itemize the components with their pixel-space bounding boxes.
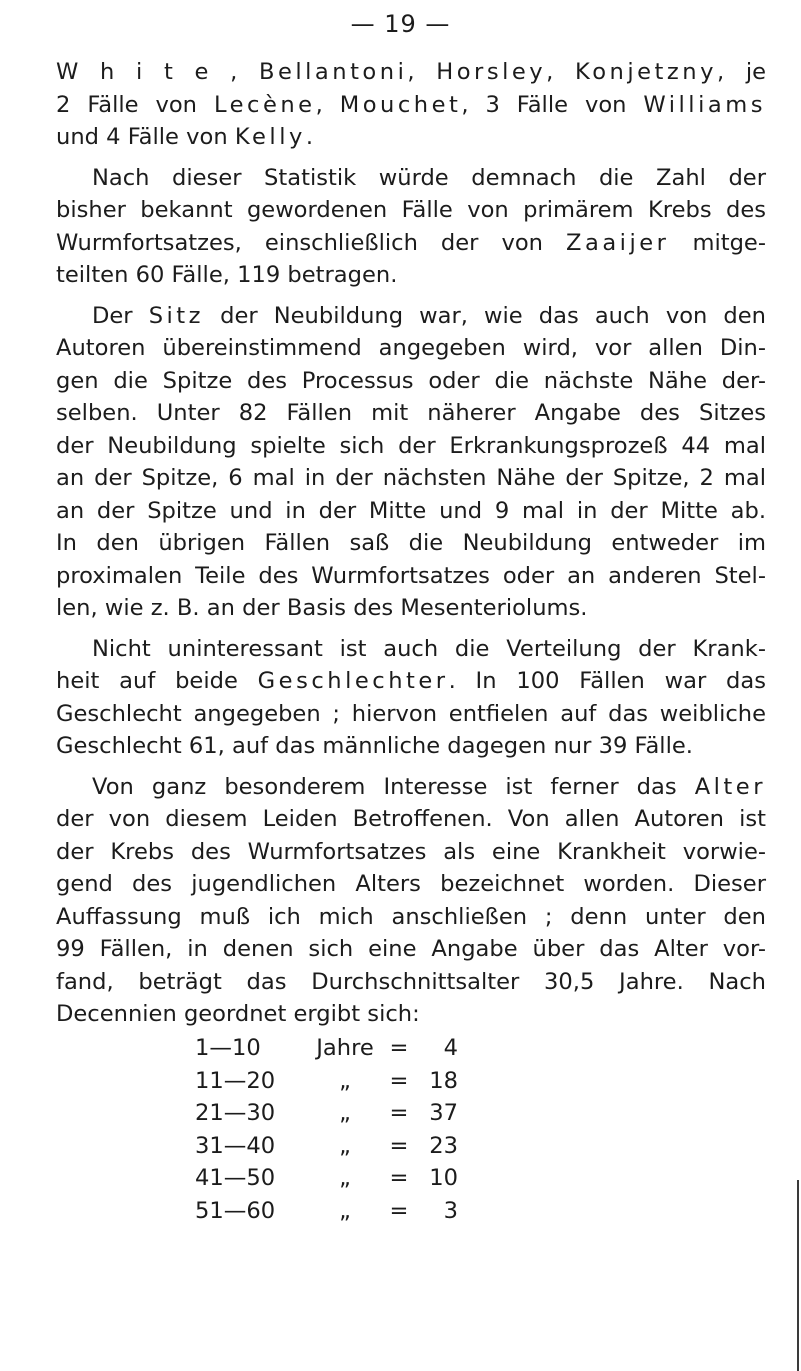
text-line [56, 836, 766, 869]
age-range: 1—10 [195, 1035, 261, 1061]
text-line [56, 56, 766, 89]
text-run: bisher bekannt gewordenen Fälle von primärem Krebs des [56, 197, 766, 223]
spaced-emphasis: Alter [694, 773, 766, 800]
case-count: 3 [443, 1197, 458, 1224]
text-line [56, 462, 766, 495]
text-run: proximalen Teile des Wurmfortsatzes oder an anderen Stel- [56, 562, 766, 589]
table-row [195, 1065, 458, 1098]
body-text [56, 56, 766, 1031]
text-run: teilten 60 Fälle, 119 betragen. [56, 262, 398, 288]
age-range: 21—30 [195, 1100, 276, 1126]
paragraph-gap [56, 154, 766, 162]
page-number: — 19 — [350, 10, 451, 38]
paragraph-gap [56, 625, 766, 633]
table-row [195, 1097, 458, 1130]
text-run: Auffassung muß ich mich anschließen ; denn unter den [56, 903, 766, 930]
text-run: Von ganz besonderem Interesse ist ferner das [92, 773, 695, 800]
spaced-emphasis: Williams [643, 91, 766, 118]
text-run: , je [716, 59, 766, 85]
equals-sign: = [389, 1067, 409, 1094]
table-row [195, 1032, 458, 1065]
text-line [56, 300, 766, 333]
text-run: und 4 Fälle von [56, 124, 235, 150]
text-run: len, wie z. B. an der Basis des Mesenteriolums. [56, 595, 588, 621]
text-run: der von diesem Leiden Betroffenen. Von allen Autoren ist [56, 806, 766, 832]
spaced-emphasis: Horsley [436, 59, 547, 85]
text-line [56, 527, 766, 560]
spaced-emphasis: Geschlechter [257, 668, 449, 694]
unit-label: „ [339, 1132, 351, 1159]
text-line [56, 259, 766, 292]
text-run: mitge- [669, 229, 766, 256]
text-line [56, 868, 766, 901]
spaced-emphasis: Zaaijer [566, 229, 670, 256]
text-run: , [315, 91, 340, 118]
case-count: 10 [429, 1165, 458, 1191]
text-line [56, 698, 766, 731]
text-run: Der [92, 302, 149, 329]
table-row [195, 1195, 458, 1228]
text-run: selben. Unter 82 Fällen mit näherer Angabe des Sitzes [56, 400, 766, 426]
text-run: , 3 Fälle von [461, 91, 644, 118]
text-line [56, 901, 766, 934]
unit-label: „ [339, 1165, 351, 1191]
text-line [56, 430, 766, 463]
text-run: . In 100 Fällen war das [448, 668, 766, 694]
spaced-emphasis: Mouchet [339, 91, 462, 118]
equals-sign: = [389, 1132, 409, 1159]
table-row [195, 1162, 458, 1195]
text-run: der Neubildung war, wie das auch von den [204, 302, 766, 329]
spaced-emphasis: Bellantoni [258, 59, 408, 85]
text-run: 99 Fällen, in denen sich eine Angabe über das Alter vor- [56, 936, 766, 962]
text-line [56, 365, 766, 398]
text-line [56, 89, 766, 122]
equals-sign: = [389, 1035, 409, 1061]
unit-label: „ [339, 1197, 351, 1224]
equals-sign: = [389, 1100, 409, 1126]
text-run: Geschlecht angegeben ; hiervon entfielen auf das weibliche [56, 700, 766, 727]
text-line [56, 665, 766, 698]
text-line [56, 560, 766, 593]
text-run: der Krebs des Wurmfortsatzes als eine Krankheit vorwie- [56, 838, 766, 865]
age-range: 41—50 [195, 1165, 276, 1191]
scan-edge-line [797, 1180, 799, 1371]
text-run: gend des jugendlichen Alters bezeichnet worden. Dieser [56, 871, 766, 897]
text-run: Autoren übereinstimmend angegeben wird, vor allen Din- [56, 335, 766, 361]
text-line [56, 121, 766, 154]
text-run: an der Spitze und in der Mitte und 9 mal in der Mitte ab. [56, 497, 766, 524]
text-run: gen die Spitze des Processus oder die nächste Nähe der- [56, 367, 766, 394]
age-range: 11—20 [195, 1067, 276, 1094]
text-line [56, 771, 766, 804]
age-distribution-table [195, 1032, 458, 1227]
text-run: Geschlecht 61, auf das männliche dagegen nur 39 Fälle. [56, 733, 693, 759]
text-run: In den übrigen Fällen saß die Neubildung entweder im [56, 530, 766, 556]
case-count: 18 [429, 1067, 458, 1094]
text-run: der Neubildung spielte sich der Erkrankungsprozeß 44 mal [56, 432, 766, 459]
text-run: heit auf beide [56, 668, 258, 694]
text-line [56, 633, 766, 666]
equals-sign: = [389, 1197, 409, 1224]
spaced-emphasis: Sitz [148, 302, 205, 329]
spaced-emphasis: Konjetzny [575, 59, 717, 85]
case-count: 4 [443, 1035, 458, 1061]
text-line [56, 933, 766, 966]
table-row [195, 1130, 458, 1163]
equals-sign: = [389, 1165, 409, 1191]
text-run: an der Spitze, 6 mal in der nächsten Nähe der Spitze, 2 mal [56, 465, 766, 491]
age-range: 51—60 [195, 1197, 276, 1224]
text-line [56, 730, 766, 763]
unit-label: „ [339, 1067, 351, 1094]
unit-label: Jahre [316, 1035, 374, 1061]
text-run: 2 Fälle von [56, 91, 214, 118]
text-run: Decennien geordnet ergibt sich: [56, 1001, 420, 1027]
case-count: 37 [429, 1100, 458, 1126]
paragraph-gap [56, 763, 766, 771]
text-run: . [305, 124, 314, 150]
spaced-emphasis: Kelly [234, 124, 306, 150]
text-line [56, 162, 766, 195]
text-line [56, 332, 766, 365]
text-line [56, 592, 766, 625]
text-line [56, 966, 766, 999]
text-run: W h i t e , [56, 59, 259, 85]
case-count: 23 [429, 1132, 458, 1159]
text-line [56, 397, 766, 430]
text-run: , [407, 59, 437, 85]
text-line [56, 998, 766, 1031]
unit-label: „ [339, 1100, 351, 1126]
text-run: , [546, 59, 576, 85]
paragraph-gap [56, 292, 766, 300]
spaced-emphasis: Lecène [213, 91, 316, 118]
text-run: Nach dieser Statistik würde demnach die Zahl der [92, 164, 766, 191]
text-line [56, 227, 766, 260]
text-line [56, 803, 766, 836]
text-line [56, 194, 766, 227]
text-line [56, 495, 766, 528]
age-range: 31—40 [195, 1132, 276, 1159]
text-run: Nicht uninteressant ist auch die Verteilung der Krank- [92, 635, 766, 662]
text-run: fand, beträgt das Durchschnittsalter 30,5 Jahre. Nach [56, 968, 766, 995]
text-run: Wurmfortsatzes, einschließlich der von [56, 229, 566, 256]
